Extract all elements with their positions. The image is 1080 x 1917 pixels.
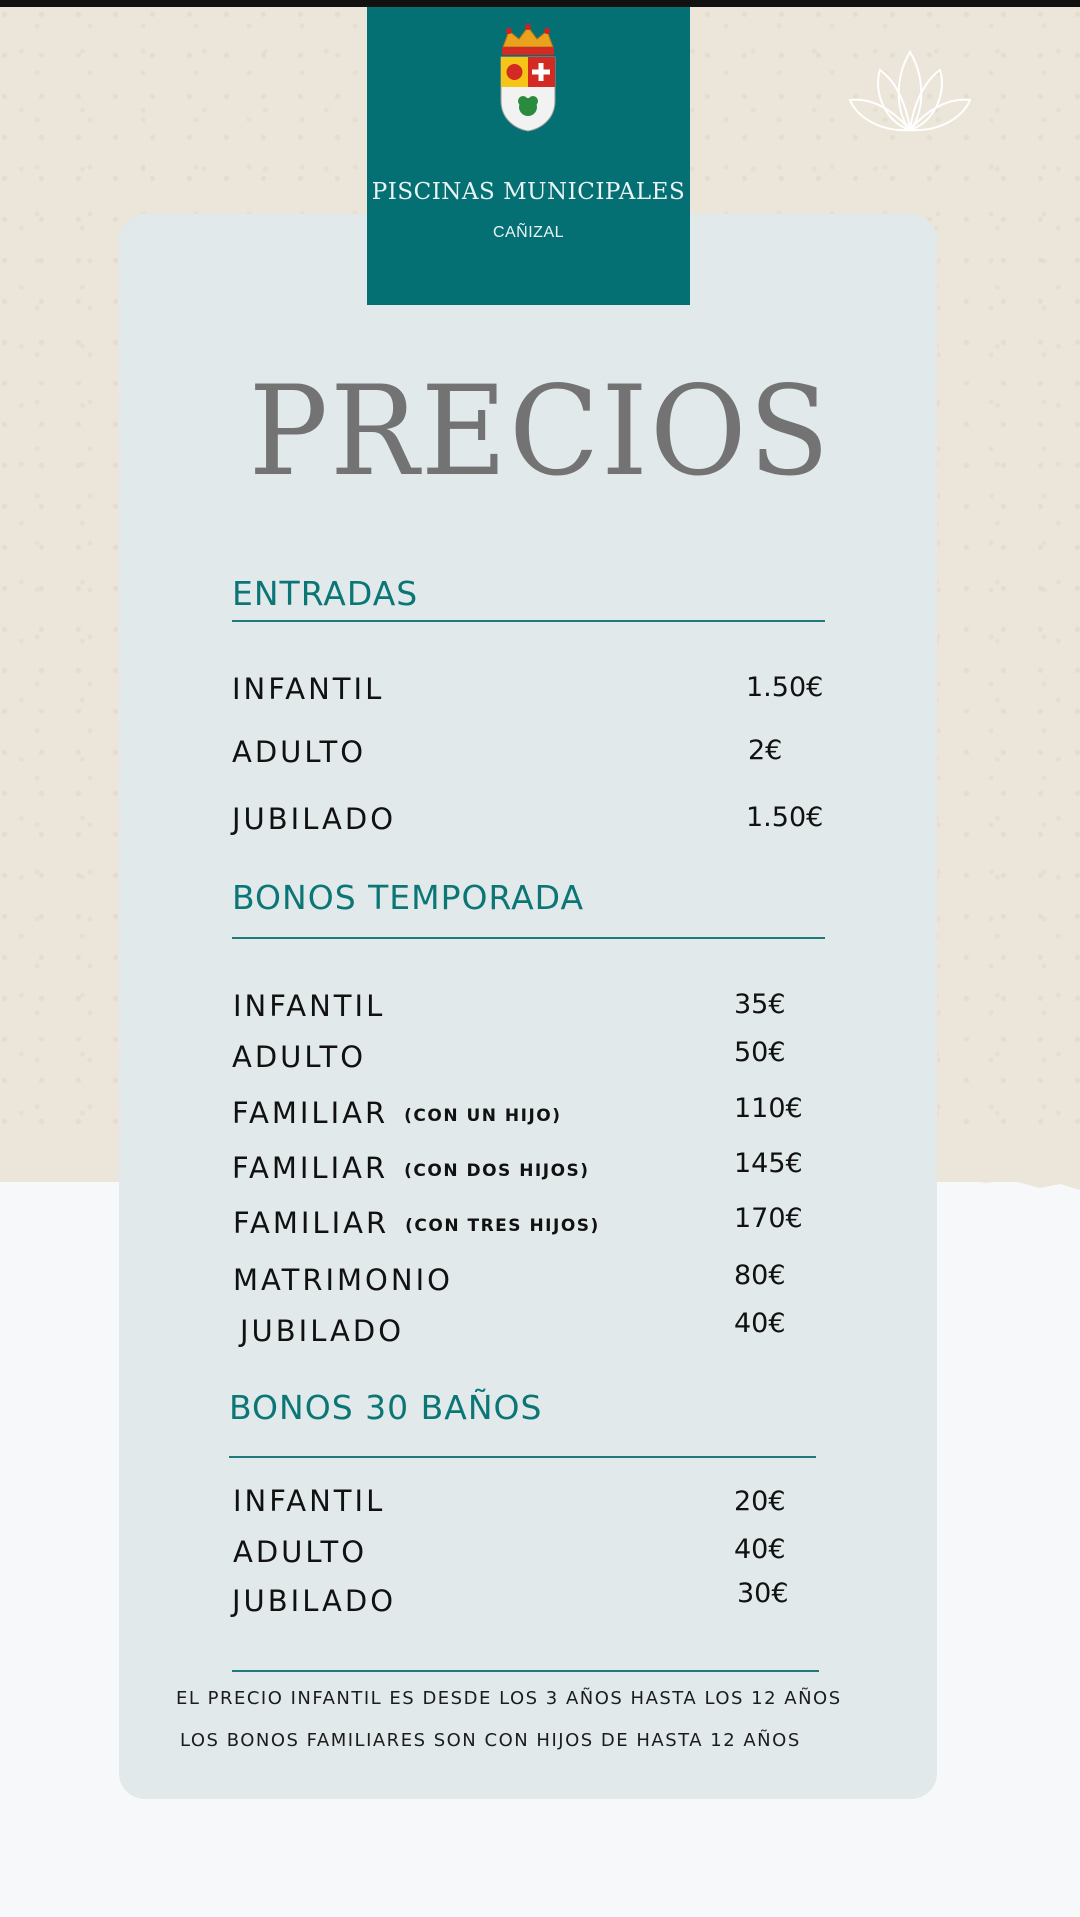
section-title-temporada: BONOS TEMPORADA (232, 878, 585, 917)
section-title-entradas: ENTRADAS (232, 574, 419, 613)
temporada-price-matrimonio: 80€ (734, 1260, 786, 1291)
temporada-label-familiar-1 (232, 1096, 562, 1130)
lotus-icon (845, 42, 975, 137)
section-rule (232, 620, 825, 622)
familiar-label: FAMILIAR (233, 1206, 390, 1240)
temporada-price-familiar-1: 110€ (734, 1093, 803, 1124)
header-subtitle: CAÑIZAL (492, 224, 565, 241)
coat-of-arms-icon (495, 21, 561, 133)
top-border (0, 0, 1080, 7)
note-infantil: EL PRECIO INFANTIL ES DESDE LOS 3 AÑOS HASTA LOS 12 AÑOS (176, 1688, 842, 1709)
familiar-label: FAMILIAR (232, 1096, 389, 1130)
section-rule (232, 937, 825, 939)
entradas-price-adulto: 2€ (748, 735, 783, 766)
banos-label-jubilado: JUBILADO (232, 1584, 397, 1618)
section-title-banos: BONOS 30 BAÑOS (229, 1388, 543, 1427)
entradas-label-jubilado: JUBILADO (232, 802, 397, 836)
temporada-label-infantil: INFANTIL (233, 989, 386, 1023)
banos-label-infantil: INFANTIL (233, 1484, 386, 1518)
notes-rule (232, 1670, 819, 1672)
entradas-price-infantil: 1.50€ (746, 672, 824, 703)
familiar-note: (CON TRES HIJOS) (405, 1216, 600, 1236)
temporada-label-adulto: ADULTO (232, 1040, 367, 1074)
header-banner (367, 7, 690, 305)
entradas-price-jubilado: 1.50€ (746, 802, 824, 833)
temporada-price-jubilado: 40€ (734, 1308, 786, 1339)
temporada-price-adulto: 50€ (734, 1037, 786, 1068)
page-title: PRECIOS (248, 358, 832, 504)
temporada-price-familiar-2: 145€ (734, 1148, 803, 1179)
temporada-label-familiar-2 (232, 1151, 590, 1185)
banos-price-jubilado: 30€ (737, 1578, 789, 1609)
entradas-label-adulto: ADULTO (232, 735, 367, 769)
familiar-label: FAMILIAR (232, 1151, 389, 1185)
temporada-label-matrimonio: MATRIMONIO (233, 1263, 453, 1297)
banos-price-infantil: 20€ (734, 1486, 786, 1517)
entradas-label-infantil: INFANTIL (232, 672, 385, 706)
temporada-label-jubilado: JUBILADO (240, 1314, 405, 1348)
familiar-note: (CON DOS HIJOS) (404, 1161, 590, 1181)
section-rule (229, 1456, 816, 1458)
banos-price-adulto: 40€ (734, 1534, 786, 1565)
header-title: PISCINAS MUNICIPALES (371, 179, 686, 205)
temporada-price-familiar-3: 170€ (734, 1203, 803, 1234)
temporada-label-familiar-3 (233, 1206, 600, 1240)
familiar-note: (CON UN HIJO) (404, 1106, 562, 1126)
note-familiar: LOS BONOS FAMILIARES SON CON HIJOS DE HASTA 12 AÑOS (180, 1730, 801, 1751)
banos-label-adulto: ADULTO (233, 1535, 368, 1569)
temporada-price-infantil: 35€ (734, 989, 786, 1020)
